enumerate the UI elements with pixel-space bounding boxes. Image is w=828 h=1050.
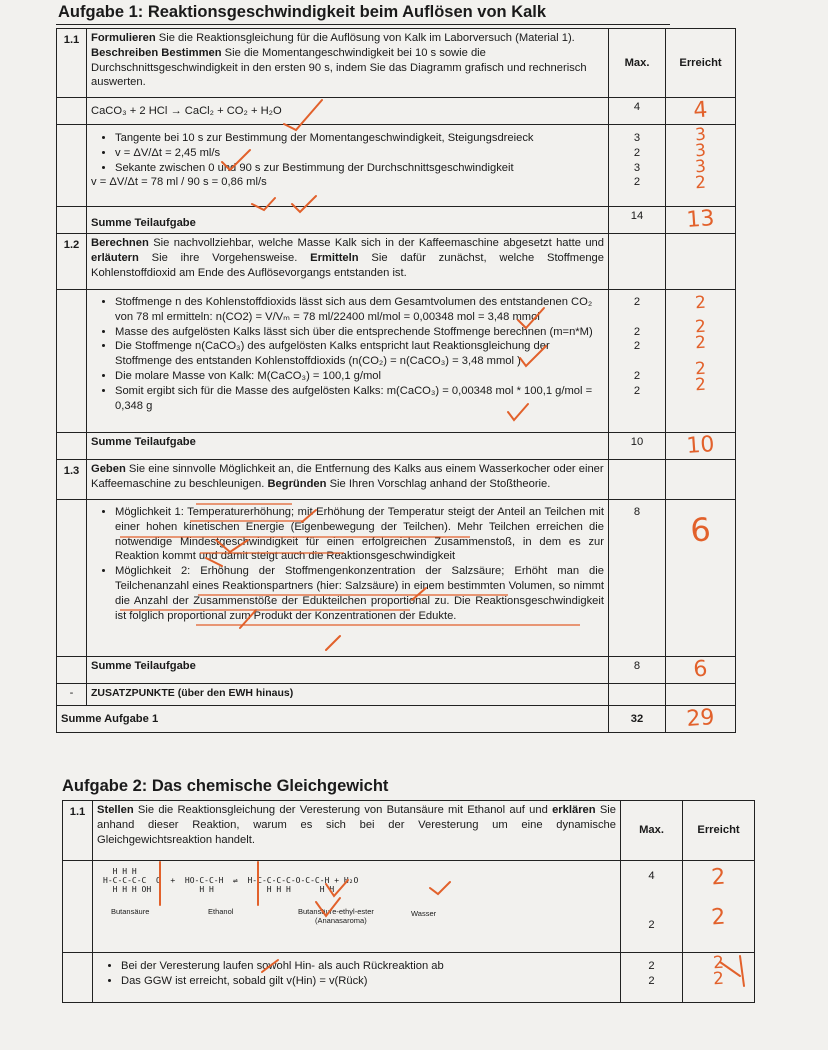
score-value: 2: [694, 358, 707, 380]
list-item: • Tangente bei 10 s zur Bestimmung der Momentangeschwindigkeit, Steigungsdreieck: [115, 131, 604, 146]
max-value: 2: [633, 325, 641, 338]
q11-sum-max: 14: [609, 207, 666, 234]
a2-q11-number: 1.1: [63, 801, 93, 861]
a2-q11-task: Stellen Sie die Reaktionsgleichung der Veresterung von Butansäure mit Ethanol auf und erklären Sie anhand dieser Reaktion, warum es sich bei der Veresterung um eine dynamische Gleichgewichtsreaktion handelt.: [93, 801, 621, 861]
list-item: • v = ΔV/Δt = 2,45 ml/s: [115, 146, 604, 161]
max-value: 2: [633, 176, 641, 189]
aufgabe2-table: [62, 800, 755, 1003]
q13-sum-score: 6: [692, 656, 709, 683]
max-value: 2: [633, 384, 641, 397]
total-score: 29: [685, 705, 716, 732]
max-value: 3: [633, 132, 641, 144]
q12-solution: [87, 290, 609, 433]
label-ethanol: Ethanol: [208, 907, 234, 916]
list-item: • Möglichkeit 1: Temperaturerhöhung; mit Erhöhung der Temperatur steigt der Anteil an Teilchen mit einer hohen kinetischen Energie (Eigenbewegung der Teilchen). Mehr Teilchen erreichen die notwendige Mindestgeschwindigkeit für einen erfolgreichen Zusammenstoß, in dem es zur Reaktion kommt und damit steigt auch die Reaktionsgeschwindigkeit: [115, 505, 604, 564]
q11-task: Formulieren Sie die Reaktionsgleichung für die Auflösung von Kalk im Laborversuch (Material 1). Beschreiben Bestimmen Sie die Momentangeschwindigkeit bei 10 s sowie die Durchschnittsgeschwindigkeit in den ersten 90 s, indem Sie das Diagramm grafisch und rechnerisch auswerten.: [87, 29, 609, 98]
erreicht-header: Erreicht: [666, 29, 736, 98]
q12-sum-score: 10: [685, 432, 716, 459]
list-item: • Masse des aufgelösten Kalks lässt sich über die entsprechende Stoffmenge berechnen (m=n*M): [115, 325, 604, 340]
list-item: • Stoffmenge n des Kohlenstoffdioxids lässt sich aus dem Gesamtvolumen des entstandenen CO₂ von 78 ml ermitteln: n(CO2) = V/Vₘ = 78 ml/22400 ml/mol = 0,00348 mol = 3,48 mmol: [115, 295, 604, 325]
list-item: • Sekante zwischen 0 und 90 s zur Bestimmung der Durchschnittsgeschwindigkeit: [115, 161, 604, 176]
q13-sum-label: Summe Teilaufgabe: [87, 657, 609, 684]
label-ester: Butansäure-ethyl-ester: [298, 907, 374, 916]
q11-sum-score: 13: [685, 206, 716, 233]
score-value: 3: [694, 156, 707, 178]
q12-number: 1.2: [57, 234, 87, 290]
score-value: 2: [694, 332, 707, 354]
a2-structural-formula: [93, 861, 621, 953]
q11-last-line: v = ΔV/Δt = 78 ml / 90 s = 0,86 ml/s: [91, 176, 267, 189]
q11-solution: [87, 125, 609, 207]
score-value: 2: [710, 904, 727, 931]
q12-sum-label: Summe Teilaufgabe: [87, 433, 609, 460]
score-value: 2: [712, 952, 725, 974]
aufgabe2-title: Aufgabe 2: Das chemische Gleichgewicht: [62, 777, 389, 795]
list-item: • Somit ergibt sich für die Masse des aufgelösten Kalks: m(CaCO₃) = 0,00348 mol * 100,1 g/mol = 0,348 g: [115, 384, 604, 414]
label-wasser: Wasser: [411, 909, 437, 918]
score-value: 2: [694, 374, 707, 396]
a2-erreicht-header: Erreicht: [683, 801, 755, 861]
score-value: 2: [710, 864, 727, 891]
label-aroma: (Ananasaroma): [315, 916, 367, 925]
zusatz-dash: -: [57, 684, 87, 706]
label-butansaeure: Butansäure: [111, 907, 150, 916]
q11-equation: CaCO₃ + 2 HCl → CaCl₂ + CO₂ + H₂O: [87, 98, 609, 125]
q13-number: 1.3: [57, 460, 87, 500]
list-item: • Die molare Masse von Kalk: M(CaCO₃) = 100,1 g/mol: [115, 369, 604, 384]
list-item: • Möglichkeit 2: Erhöhung der Stoffmengenkonzentration der Salzsäure; Erhöht man die Teilchenanzahl eines Reaktionspartners (hier: Salzsäure) in einem bestimmten Volumen, so nimmt die Anzahl der Zusammenstöße der Edukteilchen proportional zu. Die Reaktionsgeschwindigkeit ist folglich proportional zum Produkt der Konzentrationen der Edukte.: [115, 564, 604, 623]
score-value: 3: [694, 124, 707, 146]
q11-eq-max: 4: [609, 98, 666, 125]
a2-solution: [93, 953, 621, 1003]
q11-number: 1.1: [57, 29, 87, 98]
list-item: • Die Stoffmenge n(CaCO₃) des aufgelösten Kalks entspricht laut Reaktionsgleichung der Stoffmenge des entstanden Kohlenstoffdioxids (n(CO₂) = n(CaCO₃) = 3,48 mmol ): [115, 339, 604, 369]
max-value: 3: [633, 161, 641, 174]
q13-task: Geben Sie eine sinnvolle Möglichkeit an, die Entfernung des Kalks aus einem Wasserkocher oder einer Kaffeemaschine zu beschleunigen. Begründen Sie Ihren Vorschlag anhand der Stoßtheorie.: [87, 460, 609, 500]
q13-max: 8: [609, 500, 666, 657]
score-value: 2: [712, 968, 725, 990]
q12-sum-max: 10: [609, 433, 666, 460]
q13-sum-max: 8: [609, 657, 666, 684]
q11-eq-score: 4: [692, 97, 709, 124]
q11-sum-label: Summe Teilaufgabe: [87, 207, 609, 234]
list-item: • Bei der Veresterung laufen sowohl Hin- als auch Rückreaktion ab: [121, 959, 616, 974]
zusatz-label: ZUSATZPUNKTE (über den EWH hinaus): [87, 684, 609, 706]
max-value: 2: [633, 369, 641, 382]
max-header: Max.: [609, 29, 666, 98]
total-label: Summe Aufgabe 1: [57, 706, 609, 733]
q12-task: Berechnen Sie nachvollziehbar, welche Masse Kalk sich in der Kaffeemaschine abgesetzt hatte und erläutern Sie ihre Vorgehensweise. Ermitteln Sie dafür zunächst, welche Stoffmenge Kohlenstoffdioxid am Ende des Auflösevorgangs entstanden ist.: [87, 234, 609, 290]
score-value: 2: [694, 316, 707, 338]
title-underline: [56, 24, 670, 25]
max-value: 2: [633, 146, 641, 159]
max-value: 2: [648, 918, 655, 931]
total-max: 32: [609, 706, 666, 733]
aufgabe1-table: [56, 28, 736, 733]
aufgabe1-title: Aufgabe 1: Reaktionsgeschwindigkeit beim Auflösen von Kalk: [58, 3, 547, 21]
butansaeure-structure: H H H H-C-C-C-C O + HO-C-C-H ⇌ H-C-C-C-C-O-C-C-H + H₂O H H H OH H H H H H H H: [103, 867, 359, 894]
max-value: 2: [648, 974, 655, 987]
score-value: 2: [694, 292, 707, 314]
max-value: 2: [633, 340, 641, 353]
q13-score: 6: [689, 510, 712, 550]
score-value: 2: [694, 172, 707, 194]
a2-max-header: Max.: [621, 801, 683, 861]
q13-solution: [87, 500, 609, 657]
score-value: 3: [694, 140, 707, 162]
max-value: 4: [648, 870, 655, 882]
max-value: 2: [648, 960, 655, 972]
max-value: 2: [633, 296, 641, 308]
list-item: • Das GGW ist erreicht, sobald gilt v(Hin) = v(Rück): [121, 974, 616, 989]
